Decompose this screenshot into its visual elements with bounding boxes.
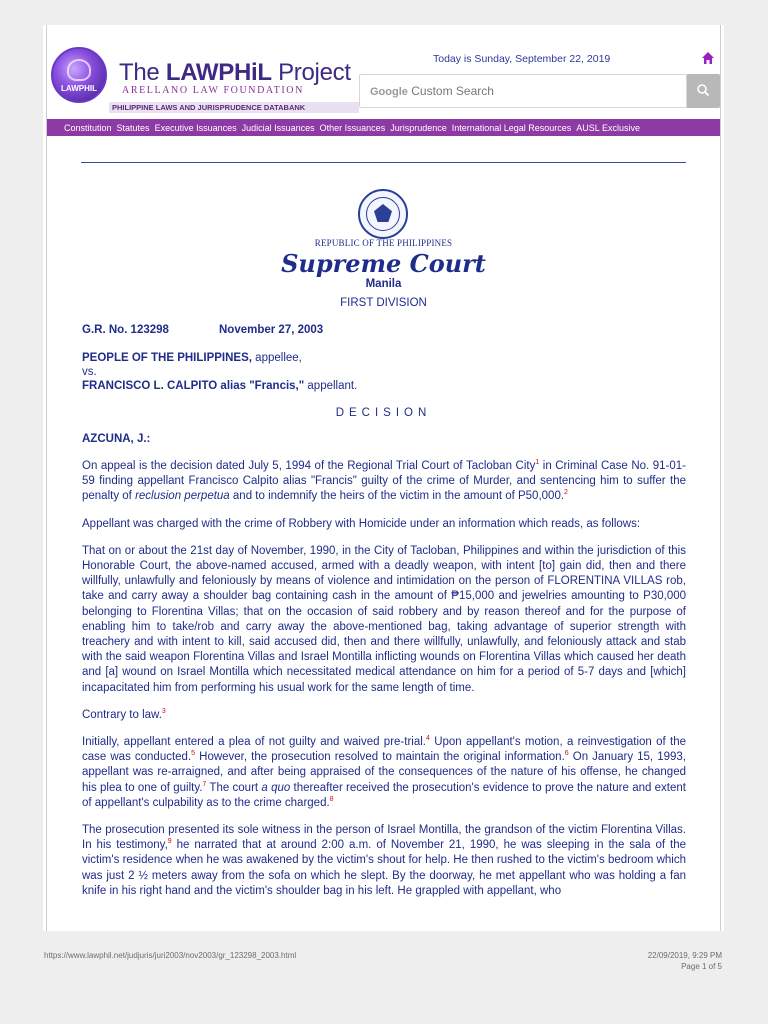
republic-heading: REPUBLIC OF THE PHILIPPINES xyxy=(314,238,453,248)
lawphil-logo-icon[interactable] xyxy=(51,47,107,103)
search-button[interactable] xyxy=(687,74,720,108)
information-quote: That on or about the 21st day of November, 1990, in the City of Tacloban, Philippines and within the jurisdiction of this Honorable Court, the above-named accused, armed with a deadly weapon, with intent [to] gain did, then and there willfully, unlawfully and feloniously by means of violence and intimidation on the person of FLORENTINA VILLAS rob, take and carry away a shoulder bag containing cash in the amount of ₱15,000 and jewelries amounting to P30,000 belonging to Florentina Villas; that on the occasion of said robbery and by reason thereof and for the purpose of enabling him to take/rob and carry away the above-mentioned bag, taking advantage of superior strength with treachery and with intent to kill, said accused did, then and there willfully, unlawfully, and feloniously attack and stab with the said weapon Florentina Villas and Israel Montilla inflicting wounds on Florentina Villas which caused her death and [a] wound on Israel Montilla which necessitated medical attendance on him for a period of 5-7 days and [which] incapacitated him from performing his usual work for the same length of time. xyxy=(82,544,686,694)
party-appellee-name: PEOPLE OF THE PHILIPPINES, xyxy=(82,352,252,364)
brand-subtitle: ARELLANO LAW FOUNDATION xyxy=(122,85,304,96)
brand-name: LAWPHiL xyxy=(165,59,272,86)
brand-suffix: Project xyxy=(271,59,351,86)
ponente: AZCUNA, J.: xyxy=(82,433,151,445)
nav-executive-issuances[interactable]: Executive Issuances xyxy=(154,122,237,133)
court-division: FIRST DIVISION xyxy=(340,297,427,309)
search-input[interactable] xyxy=(359,74,687,108)
nav-constitution[interactable]: Constitution xyxy=(64,122,112,133)
today-date: Today is Sunday, September 22, 2019 xyxy=(433,53,611,65)
paragraph-5: Initially, appellant entered a plea of not guilty and waived pre-trial.$^4$ Upon appellant's motion, a reinvestigation of the case was conducted.$^5$ However, the prosecution resolved to maintain the original information.$^6$ On January 15, 1993, appellant was re-arraigned, and after being appraised of the consequences of the nature of his offense, he changed his plea to one of guilty.$^7$ The court a quo thereafter received the prosecution's evidence to prove the nature and extent of appellant's culpability as to the crime charged.$^8$ xyxy=(82,735,686,809)
document-page xyxy=(43,25,724,931)
footer-datetime: 22/09/2019, 9:29 PM xyxy=(647,951,722,960)
search-placeholder: Custom Search xyxy=(411,84,494,98)
party-appellee-role: appellee, xyxy=(251,352,302,364)
party-appellant-name: FRANCISCO L. CALPITO alias "Francis," xyxy=(82,380,305,392)
brand-title[interactable] xyxy=(119,59,351,87)
footnote-link-7[interactable]: 7 xyxy=(202,780,207,788)
brand-prefix: The xyxy=(119,59,166,86)
footnote-link-1[interactable]: 1 xyxy=(535,459,540,467)
nav-other-issuances[interactable]: Other Issuances xyxy=(319,122,386,133)
footnote-link-6[interactable]: 6 xyxy=(564,750,569,758)
paragraph-contrary: Contrary to law.$^3$ xyxy=(82,708,166,721)
nav-statutes[interactable]: Statutes xyxy=(116,122,150,133)
decision-date: November 27, 2003 xyxy=(219,324,324,336)
scales-icon xyxy=(67,59,91,81)
case-parties xyxy=(82,351,357,393)
footnote-link-5[interactable]: 5 xyxy=(191,750,196,758)
paragraph-2: Appellant was charged with the crime of Robbery with Homicide under an information which reads, as follows: xyxy=(82,517,641,530)
header-divider xyxy=(81,162,686,163)
nav-judicial-issuances[interactable]: Judicial Issuances xyxy=(241,122,315,133)
brand-tagline: PHILIPPINE LAWS AND JURISPRUDENCE DATABANK xyxy=(109,102,359,113)
footnote-link-4[interactable]: 4 xyxy=(425,735,430,743)
footer-page-number: Page 1 of 5 xyxy=(681,962,722,971)
party-appellant xyxy=(82,379,357,393)
footnote-link-2[interactable]: 2 xyxy=(564,489,568,497)
decision-body xyxy=(82,459,686,911)
logo-seal-text: LAWPHIL xyxy=(61,84,97,93)
footnote-link-9[interactable]: 9 xyxy=(167,838,172,846)
court-name: Supreme Court xyxy=(281,249,486,278)
nav-international-legal-resources[interactable]: International Legal Resources xyxy=(451,122,572,133)
google-label: Google xyxy=(370,86,408,98)
party-appellant-role: appellant. xyxy=(304,380,358,392)
party-appellee xyxy=(82,351,357,365)
court-city: Manila xyxy=(365,278,402,290)
supreme-court-seal-icon xyxy=(358,189,408,239)
footnote-link-8[interactable]: 8 xyxy=(329,796,334,804)
home-icon[interactable] xyxy=(701,51,715,65)
right-border-line xyxy=(720,25,721,931)
paragraph-1: On appeal is the decision dated July 5, 1994 of the Regional Trial Court of Tacloban City$^1$ in Criminal Case No. 91-01-59 finding appellant Francisco Calpito alias "Francis" guilty of the crime of Murder, and sentencing him to suffer the penalty of reclusion perpetua and to indemnify the heirs of the victim in the amount of P50,000.$^2$ xyxy=(82,459,687,503)
nav-jurisprudence[interactable]: Jurisprudence xyxy=(390,122,447,133)
versus: vs. xyxy=(82,366,97,378)
footnote-link-3[interactable]: 3 xyxy=(161,708,166,716)
paragraph-6: The prosecution presented its sole witness in the person of Israel Montilla, the grandson of the victim Florentina Villas. In his testimony,$^9$ he narrated that at around 2:00 a.m. of November 21, 1990, he was sleeping in the sala of the victim's residence when he was awakened by the victim's shout for help. He then rushed to the victim's bedroom which was just 2 ½ meters away from the sofa on which he slept. By the doorway, he met appellant who was holding a fan knife in his right hand and the victim's shoulder bag in his left. He grappled with appellant, who xyxy=(82,824,686,897)
decision-title: DECISION xyxy=(335,407,432,419)
main-navbar xyxy=(47,119,720,136)
left-border-line xyxy=(46,25,47,931)
nav-ausl-exclusive[interactable]: AUSL Exclusive xyxy=(576,122,640,133)
gr-number: G.R. No. 123298 xyxy=(82,324,169,336)
footer-url: https://www.lawphil.net/judjuris/juri2003/nov2003/gr_123298_2003.html xyxy=(44,951,297,960)
search-icon xyxy=(687,74,720,108)
